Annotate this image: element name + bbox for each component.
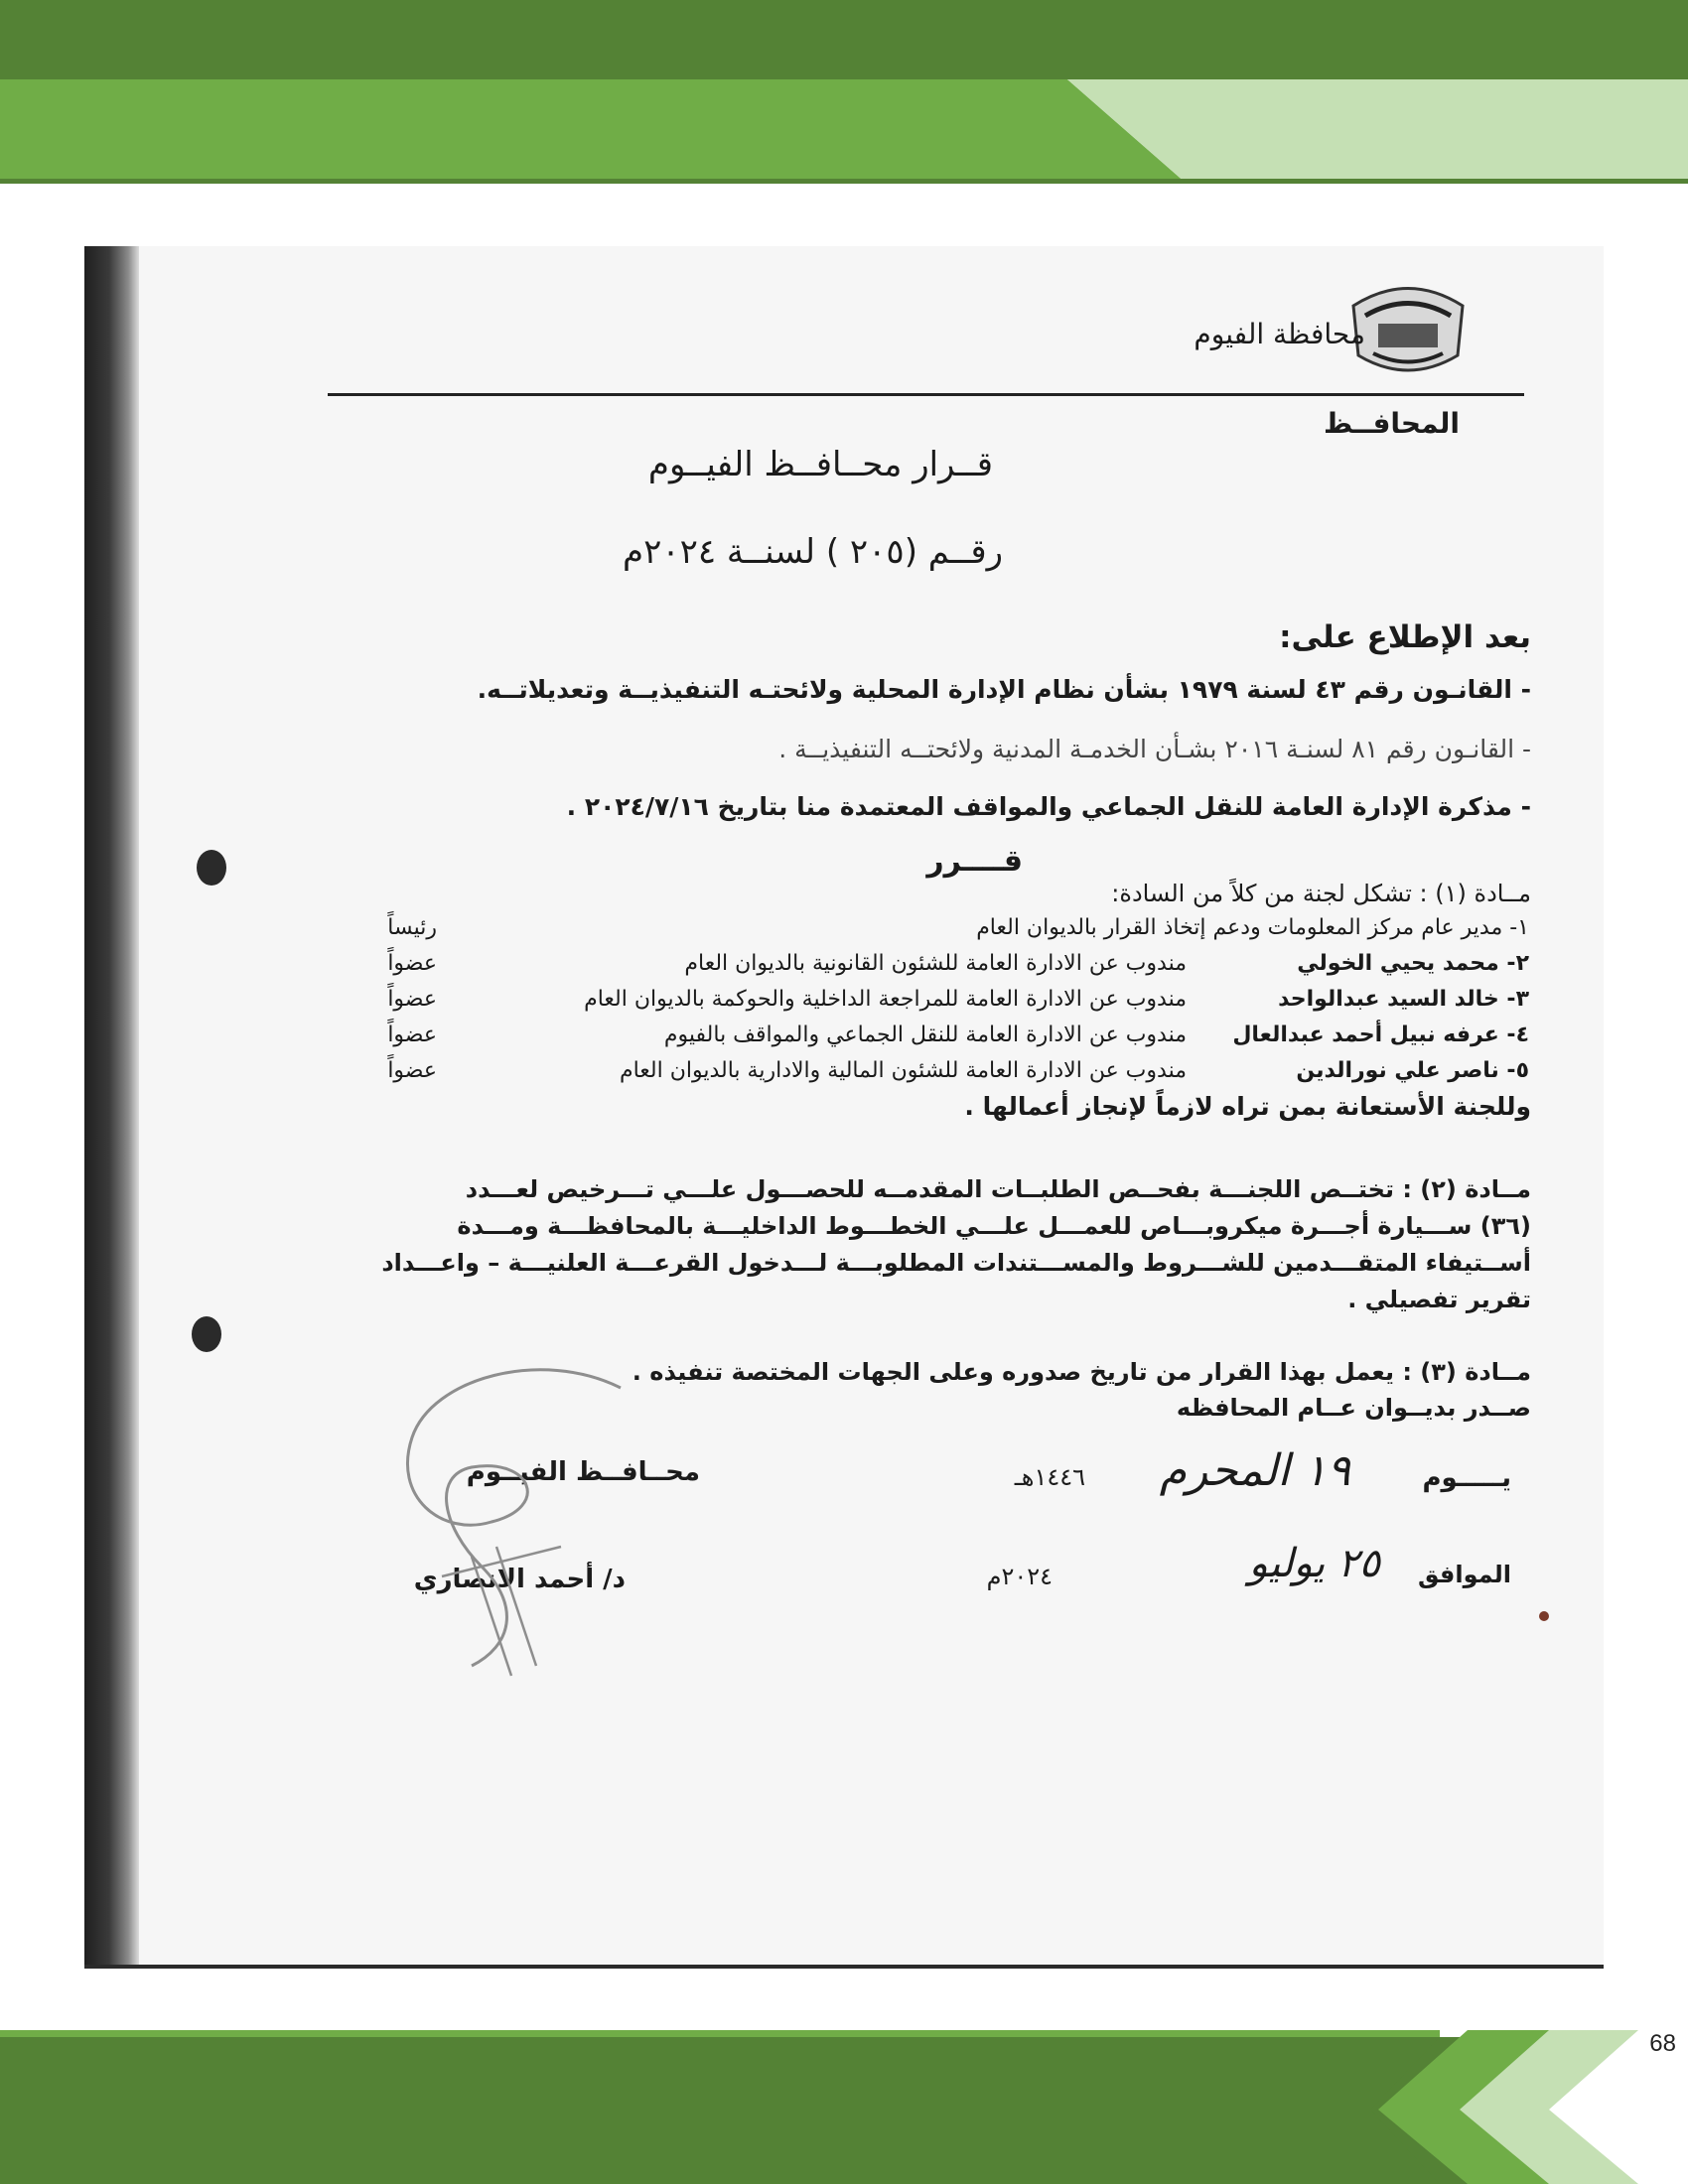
member-name: ٥- ناصر علي نورالدين — [1296, 1058, 1529, 1083]
decision-word: قــــرر — [926, 844, 1023, 879]
punch-hole-bottom — [192, 1316, 221, 1352]
member-row — [338, 915, 1529, 951]
scan-binding-shadow — [84, 246, 139, 1965]
punch-hole-top — [197, 850, 226, 886]
hijri-year: ١٤٤٦هـ — [1014, 1463, 1085, 1491]
page-number: 68 — [1649, 2030, 1676, 2057]
member-row — [338, 1058, 1529, 1094]
scanned-decision-document — [84, 246, 1604, 1969]
greg-year: ٢٠٢٤م — [986, 1563, 1053, 1590]
bottom-banner-rule — [0, 2030, 1440, 2037]
top-banner — [0, 0, 1688, 189]
top-banner-mid-strip — [0, 79, 1187, 184]
preamble-item-3: - مذكرة الإدارة العامة للنقل الجماعي والمواقف المعتمدة منا بتاريخ ٢٠٢٤/٧/١٦ . — [566, 792, 1531, 821]
bottom-banner-dark-strip — [0, 2037, 1440, 2184]
governorate-name: محافظة الفيوم — [1194, 318, 1365, 350]
day-label: يـــــوم — [1422, 1463, 1511, 1493]
bottom-banner — [0, 2030, 1688, 2184]
greg-handwritten: ٢٥ يوليو — [1248, 1541, 1380, 1586]
member-name: ١- مدير عام مركز المعلومات ودعم إتخاذ القرار بالديوان العام — [976, 915, 1529, 940]
member-title: رئيساً — [387, 915, 437, 940]
header-rule — [328, 393, 1524, 396]
ink-speck — [1539, 1611, 1549, 1621]
member-row — [338, 1023, 1529, 1058]
preamble-item-2: - القانـون رقم ٨١ لسنـة ٢٠١٦ بشـأن الخدمـة المدنية ولائحتــه التنفيذيــة . — [778, 735, 1531, 763]
governor-signature-icon — [323, 1348, 700, 1706]
member-title: عضواً — [387, 1023, 437, 1047]
article-2-line-2: (٣٦) ســـيارة أجـــرة ميكروبـــاص للعمـــل علـــي الخطـــوط الداخليـــة بالمحافظـــة ومـــدة — [457, 1212, 1531, 1240]
office-label: المحافــظ — [1323, 407, 1460, 440]
preamble-heading: بعد الإطلاع على: — [1279, 619, 1531, 655]
corresponding-label: الموافق — [1418, 1561, 1511, 1588]
member-role: مندوب عن الادارة العامة للمراجعة الداخلية والحوكمة بالديوان العام — [584, 987, 1187, 1012]
member-role: مندوب عن الادارة العامة للنقل الجماعي والمواقف بالفيوم — [663, 1023, 1187, 1047]
article-1-heading: مــادة (١) : تشكل لجنة من كلاً من السادة: — [1111, 880, 1531, 907]
member-name: ٣- خالد السيد عبدالواحد — [1278, 987, 1529, 1012]
member-name: ٢- محمد يحيي الخولي — [1297, 951, 1529, 976]
top-banner-rule — [0, 179, 1688, 184]
decision-title: قــرار محــافــظ الفيــوم — [647, 445, 993, 484]
article-3-text: مــادة (٣) : يعمل بهذا القرار من تاريخ صدوره وعلى الجهات المختصة تنفيذه . — [632, 1358, 1531, 1386]
article-2-line-1: مــادة (٢) : تختــص اللجنـــة بفحــص الطلبــات المقدمــه للحصـــول علـــي تـــرخيص لعـــدد — [465, 1175, 1531, 1203]
member-role: مندوب عن الادارة العامة للشئون المالية والادارية بالديوان العام — [619, 1058, 1187, 1083]
day-handwritten: ١٩ المحرم — [1159, 1445, 1350, 1496]
governor-title: محــافــظ الفيــوم — [466, 1457, 700, 1487]
article-1-note: وللجنة الأستعانة بمن تراه لازماً لإنجاز أعمالها . — [964, 1092, 1531, 1121]
member-role: مندوب عن الادارة العامة للشئون القانونية بالديوان العام — [684, 951, 1187, 976]
decision-number: رقــم (٢٠٥ ) لسنــة ٢٠٢٤م — [623, 532, 1003, 572]
member-name: ٤- عرفه نبيل أحمد عبدالعال — [1232, 1023, 1529, 1047]
top-banner-dark-strip — [0, 0, 1688, 79]
article-2-line-3: أســتيفاء المتقـــدمين للشـــروط والمســـتندات المطلوبـــة لـــدخول القرعـــة العلنيـــة – واعـــداد — [381, 1249, 1531, 1277]
member-row — [338, 951, 1529, 987]
member-title: عضواً — [387, 951, 437, 976]
article-2-line-4: تقرير تفصيلي . — [1347, 1286, 1531, 1313]
member-title: عضواً — [387, 1058, 437, 1083]
governor-name: د/ أحمد الانصاري — [413, 1565, 626, 1594]
issued-at: صــدر بديــوان عــام المحافظه — [1176, 1394, 1531, 1422]
member-row — [338, 987, 1529, 1023]
preamble-item-1: - القانـون رقم ٤٣ لسنة ١٩٧٩ بشأن نظام الإدارة المحلية ولائحتـه التنفيذيــة وتعديلاتــه. — [477, 675, 1531, 704]
member-title: عضواً — [387, 987, 437, 1012]
